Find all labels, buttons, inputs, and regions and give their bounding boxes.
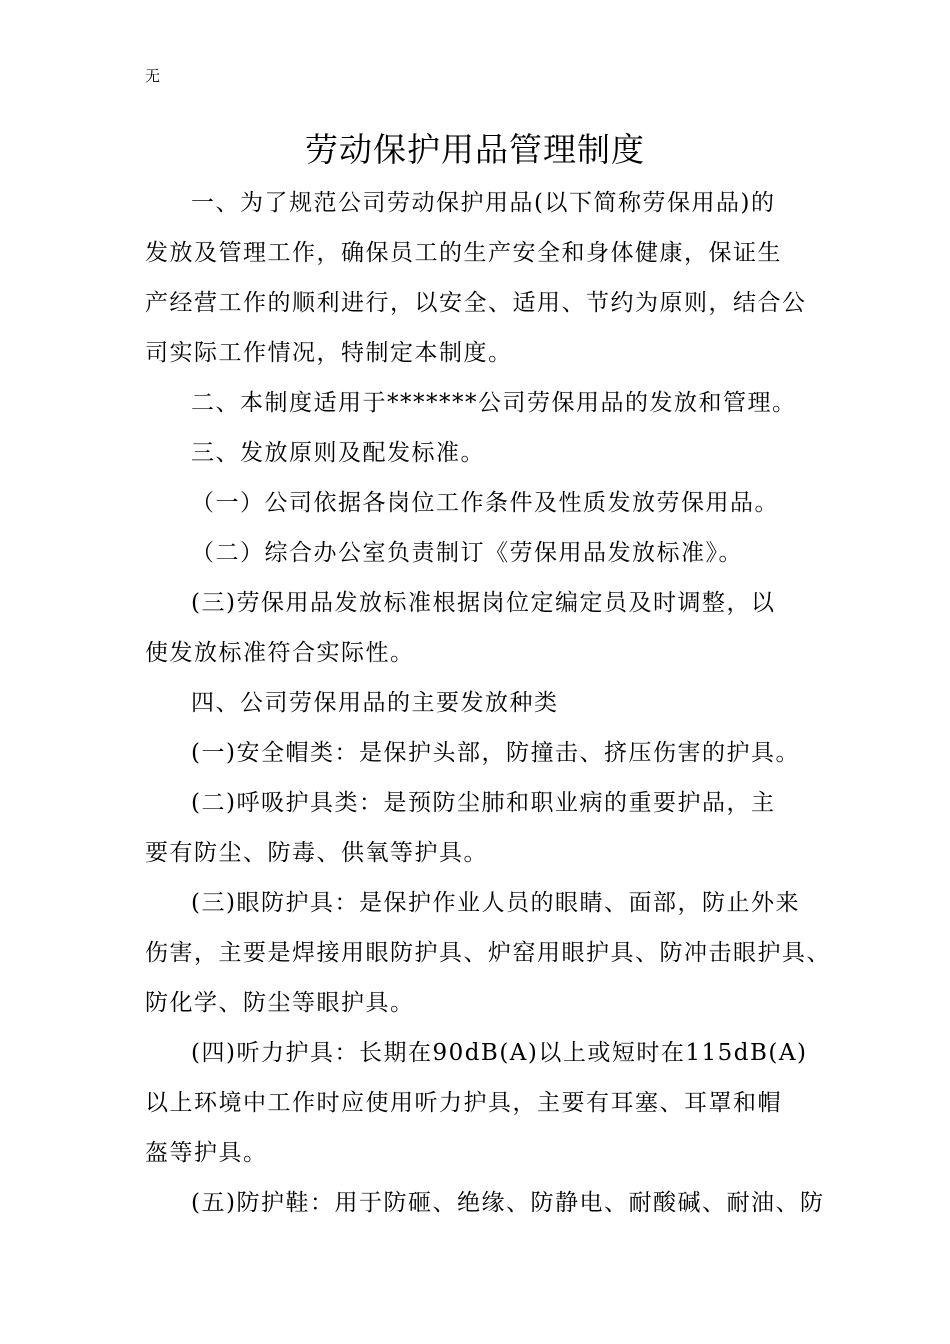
paragraph-line: (一)安全帽类：是保护头部，防撞击、挤压伤害的护具。 [191, 740, 800, 766]
paragraph-line: (三)眼防护具：是保护作业人员的眼睛、面部，防止外来 [191, 890, 800, 916]
paragraph-line: （二）综合办公室负责制订《劳保用品发放标准》。 [191, 540, 743, 566]
paragraph [145, 1178, 825, 1228]
paragraph-line: 一、为了规范公司劳动保护用品(以下简称劳保用品)的 [191, 190, 776, 216]
paragraph [145, 528, 810, 578]
paragraph [145, 428, 810, 478]
paragraph-line: 司实际工作情况，特制定本制度。 [145, 340, 513, 366]
paragraph [145, 378, 810, 428]
paragraph [145, 178, 810, 378]
document-body [145, 178, 831, 1228]
paragraph-line: （一）公司依据各岗位工作条件及性质发放劳保用品。 [191, 490, 779, 516]
paragraph [145, 578, 810, 678]
paragraph-line: (五)防护鞋：用于防砸、绝缘、防静电、耐酸碱、耐油、防 [191, 1190, 825, 1216]
paragraph [145, 478, 810, 528]
paragraph-line: 防化学、防尘等眼护具。 [145, 990, 415, 1016]
paragraph [145, 678, 810, 728]
paragraph-line: 使发放标准符合实际性。 [145, 640, 415, 666]
paragraph-line: 要有防尘、防毒、供氧等护具。 [145, 840, 488, 866]
paragraph [145, 778, 810, 878]
paragraph-line: (三)劳保用品发放标准根据岗位定编定员及时调整，以 [191, 590, 776, 616]
paragraph-line: 二、本制度适用于*******公司劳保用品的发放和管理。 [191, 390, 797, 416]
paragraph-line: 伤害，主要是焊接用眼防护具、炉窑用眼护具、防冲击眼护具、 [145, 940, 831, 966]
paragraph-line: 三、发放原则及配发标准。 [191, 440, 485, 466]
paragraph [145, 728, 810, 778]
paragraph [145, 878, 831, 1028]
paragraph [145, 1028, 810, 1178]
paragraph-line: 发放及管理工作，确保员工的生产安全和身体健康，保证生 [145, 240, 782, 266]
paragraph-line: (二)呼吸护具类：是预防尘肺和职业病的重要护品，主 [191, 790, 776, 816]
paragraph-line: 产经营工作的顺利进行，以安全、适用、节约为原则，结合公 [145, 290, 807, 316]
document-title: 劳动保护用品管理制度 [305, 130, 645, 169]
paragraph-line: 四、公司劳保用品的主要发放种类 [191, 690, 559, 716]
header-mark: 无 [145, 67, 161, 85]
paragraph-line: (四)听力护具：长期在90dB(A)以上或短时在115dB(A) [191, 1040, 808, 1066]
paragraph-line: 以上环境中工作时应使用听力护具，主要有耳塞、耳罩和帽 [145, 1090, 782, 1116]
paragraph-line: 盔等护具。 [145, 1140, 268, 1166]
